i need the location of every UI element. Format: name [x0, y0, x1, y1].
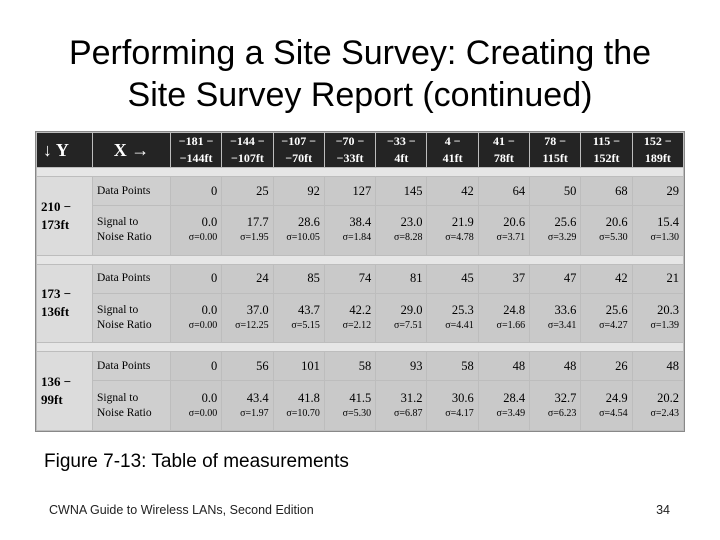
snr-label — [93, 293, 171, 343]
y-range-from: 173 − — [41, 286, 72, 302]
data-points-value: 47 — [530, 264, 581, 293]
snr-cell — [222, 206, 273, 256]
sigma-value: σ=0.00 — [188, 320, 218, 332]
data-points-value: 0 — [171, 264, 222, 293]
snr-value: 21.9 — [451, 215, 474, 230]
data-points-label: Data Points — [93, 176, 171, 205]
snr-cell — [427, 206, 478, 256]
sigma-value: σ=1.66 — [496, 320, 526, 332]
snr-value: 33.6 — [554, 303, 577, 318]
snr-value: 38.4 — [349, 215, 372, 230]
snr-value: 28.6 — [298, 215, 320, 230]
snr-value: 25.3 — [451, 303, 474, 318]
column-range-to: 152ft — [593, 151, 620, 165]
data-points-value: 58 — [324, 352, 375, 381]
data-points-value: 48 — [530, 352, 581, 381]
table-header-row — [37, 133, 684, 168]
snr-label-line-1: Signal to — [97, 391, 139, 404]
sigma-value: σ=2.43 — [650, 407, 679, 419]
snr-value: 20.3 — [657, 303, 679, 318]
snr-cell — [376, 381, 427, 431]
y-range-from: 210 − — [41, 198, 72, 214]
snr-cell — [530, 293, 581, 343]
data-points-row — [37, 176, 684, 205]
sigma-value: σ=1.84 — [342, 232, 372, 244]
sigma-value: σ=0.00 — [188, 232, 218, 244]
snr-value: 32.7 — [554, 390, 577, 405]
snr-cell — [376, 206, 427, 256]
column-range-to: 78ft — [493, 151, 514, 165]
sigma-value: σ=2.12 — [342, 320, 372, 332]
data-points-value: 145 — [376, 176, 427, 205]
snr-cell — [171, 293, 222, 343]
snr-value: 24.8 — [503, 303, 526, 318]
snr-value: 24.9 — [605, 390, 628, 405]
column-range-from: 78 − — [544, 134, 567, 148]
sigma-value: σ=4.41 — [445, 320, 474, 332]
sigma-value: σ=5.30 — [342, 407, 372, 419]
snr-value: 28.4 — [503, 390, 526, 405]
data-points-value: 127 — [324, 176, 375, 205]
column-range-from: −144 − — [230, 134, 265, 148]
y-range-label — [37, 176, 93, 255]
sigma-value: σ=10.70 — [286, 407, 320, 419]
footer-book-title: CWNA Guide to Wireless LANs, Second Edition — [49, 503, 314, 517]
snr-value: 30.6 — [451, 390, 474, 405]
snr-cell — [478, 381, 529, 431]
column-header — [376, 133, 427, 168]
column-header — [427, 133, 478, 168]
separator-cell — [37, 255, 684, 264]
data-points-label: Data Points — [93, 264, 171, 293]
snr-label-line-2: Noise Ratio — [97, 406, 152, 419]
slide-title — [20, 32, 700, 116]
group-separator — [37, 168, 684, 177]
snr-cell — [324, 381, 375, 431]
data-points-value: 24 — [222, 264, 273, 293]
sigma-value: σ=1.30 — [650, 232, 679, 244]
sigma-value: σ=7.51 — [393, 320, 423, 332]
column-header — [632, 133, 683, 168]
snr-value: 29.0 — [400, 303, 423, 318]
snr-value: 20.2 — [657, 390, 679, 405]
data-points-value: 42 — [427, 176, 478, 205]
sigma-value: σ=3.49 — [496, 407, 526, 419]
sigma-value: σ=4.78 — [445, 232, 474, 244]
snr-value: 31.2 — [400, 390, 423, 405]
data-points-value: 56 — [222, 352, 273, 381]
snr-value: 25.6 — [605, 303, 628, 318]
sigma-value: σ=10.05 — [286, 232, 320, 244]
measurements-table — [36, 132, 684, 431]
sigma-value: σ=3.41 — [547, 320, 577, 332]
y-range-to: 136ft — [41, 304, 70, 320]
column-header — [530, 133, 581, 168]
column-range-from: 41 − — [493, 134, 515, 148]
snr-cell — [530, 381, 581, 431]
y-range-label — [37, 352, 93, 431]
data-points-value: 29 — [632, 176, 683, 205]
snr-value: 25.6 — [554, 215, 577, 230]
data-points-value: 85 — [273, 264, 324, 293]
column-range-to: 189ft — [644, 151, 671, 165]
snr-cell — [222, 293, 273, 343]
data-points-value: 58 — [427, 352, 478, 381]
group-separator — [37, 255, 684, 264]
y-range-to: 99ft — [41, 392, 63, 408]
data-points-value: 21 — [632, 264, 683, 293]
sigma-value: σ=12.25 — [235, 320, 269, 332]
column-range-to: −33ft — [336, 151, 364, 165]
snr-cell — [581, 206, 632, 256]
snr-label — [93, 381, 171, 431]
column-header — [581, 133, 632, 168]
snr-cell — [222, 381, 273, 431]
snr-cell — [478, 293, 529, 343]
snr-label — [93, 206, 171, 256]
data-points-value: 101 — [273, 352, 324, 381]
sigma-value: σ=8.28 — [393, 232, 423, 244]
column-range-from: −181 − — [178, 134, 214, 148]
column-range-from: −70 − — [335, 134, 365, 148]
snr-cell — [273, 381, 324, 431]
sigma-value: σ=5.30 — [599, 232, 628, 244]
group-separator — [37, 343, 684, 352]
data-points-value: 48 — [478, 352, 529, 381]
snr-cell — [581, 293, 632, 343]
data-points-value: 37 — [478, 264, 529, 293]
sigma-value: σ=6.87 — [393, 407, 423, 419]
data-points-row — [37, 264, 684, 293]
sigma-value: σ=4.17 — [445, 407, 474, 419]
data-points-value: 92 — [273, 176, 324, 205]
data-points-value: 25 — [222, 176, 273, 205]
snr-cell — [581, 381, 632, 431]
x-axis-header: X → — [93, 133, 171, 168]
column-range-to: −70ft — [285, 151, 313, 165]
footer-page-number: 34 — [656, 503, 670, 517]
column-range-to: 4ft — [394, 151, 409, 165]
sigma-value: σ=3.71 — [496, 232, 526, 244]
column-header — [478, 133, 529, 168]
snr-value: 20.6 — [503, 215, 526, 230]
sigma-value: σ=4.27 — [599, 320, 628, 332]
snr-cell — [324, 293, 375, 343]
column-header — [171, 133, 222, 168]
separator-cell — [37, 343, 684, 352]
snr-label-line-1: Signal to — [97, 216, 139, 229]
slide-title-line-1: Performing a Site Survey: Creating the — [68, 34, 652, 72]
snr-label-line-1: Signal to — [97, 304, 139, 317]
snr-value: 0.0 — [201, 215, 218, 230]
sigma-value: σ=0.00 — [188, 407, 218, 419]
sigma-value: σ=6.23 — [547, 407, 577, 419]
column-header — [273, 133, 324, 168]
data-points-value: 0 — [171, 352, 222, 381]
snr-cell — [632, 293, 683, 343]
sigma-value: σ=4.54 — [599, 407, 628, 419]
y-range-to: 173ft — [41, 216, 70, 232]
separator-cell — [37, 168, 684, 177]
snr-value: 41.8 — [298, 390, 320, 405]
snr-value: 41.5 — [349, 390, 372, 405]
slide-title-line-2: Site Survey Report (continued) — [127, 76, 593, 114]
sigma-value: σ=1.39 — [650, 320, 679, 332]
snr-value: 43.4 — [246, 390, 269, 405]
column-range-from: 4 − — [444, 134, 461, 148]
data-points-value: 45 — [427, 264, 478, 293]
snr-value: 42.2 — [349, 303, 372, 318]
column-range-from: 152 − — [643, 134, 672, 148]
y-range-label — [37, 264, 93, 343]
snr-value: 0.0 — [201, 303, 218, 318]
snr-cell — [324, 206, 375, 256]
snr-cell — [427, 381, 478, 431]
sigma-value: σ=3.29 — [547, 232, 577, 244]
data-points-value: 0 — [171, 176, 222, 205]
snr-cell — [632, 206, 683, 256]
snr-row — [37, 206, 684, 256]
column-range-from: −107 − — [281, 134, 317, 148]
data-points-row — [37, 352, 684, 381]
data-points-value: 48 — [632, 352, 683, 381]
snr-value: 23.0 — [400, 215, 423, 230]
y-axis-header: ↓ Y — [37, 133, 93, 168]
snr-row — [37, 381, 684, 431]
figure-caption: Figure 7-13: Table of measurements — [44, 451, 349, 472]
data-points-value: 42 — [581, 264, 632, 293]
measurements-table-figure — [35, 131, 685, 432]
sigma-value: σ=1.97 — [240, 407, 269, 419]
snr-row — [37, 293, 684, 343]
data-points-value: 50 — [530, 176, 581, 205]
snr-cell — [632, 381, 683, 431]
column-range-to: −107ft — [231, 151, 264, 165]
column-range-from: 115 − — [592, 134, 621, 148]
sigma-value: σ=1.95 — [240, 232, 269, 244]
table-body — [37, 168, 684, 431]
column-header — [324, 133, 375, 168]
snr-label-line-2: Noise Ratio — [97, 231, 152, 244]
data-points-value: 68 — [581, 176, 632, 205]
sigma-value: σ=5.15 — [291, 320, 320, 332]
snr-value: 0.0 — [201, 390, 218, 405]
data-points-label: Data Points — [93, 352, 171, 381]
snr-cell — [171, 206, 222, 256]
column-range-from: −33 − — [386, 134, 416, 148]
data-points-value: 81 — [376, 264, 427, 293]
snr-label-line-2: Noise Ratio — [97, 319, 152, 332]
data-points-value: 26 — [581, 352, 632, 381]
data-points-value: 93 — [376, 352, 427, 381]
snr-cell — [376, 293, 427, 343]
data-points-value: 64 — [478, 176, 529, 205]
snr-value: 17.7 — [246, 215, 269, 230]
snr-value: 20.6 — [605, 215, 628, 230]
y-range-from: 136 − — [41, 374, 72, 390]
snr-cell — [427, 293, 478, 343]
column-range-to: 41ft — [442, 151, 463, 165]
snr-cell — [273, 206, 324, 256]
column-range-to: 115ft — [542, 151, 568, 165]
data-points-value: 74 — [324, 264, 375, 293]
snr-value: 43.7 — [298, 303, 320, 318]
snr-cell — [273, 293, 324, 343]
snr-value: 37.0 — [246, 303, 269, 318]
snr-value: 15.4 — [657, 215, 679, 230]
column-range-to: −144ft — [179, 151, 213, 165]
snr-cell — [530, 206, 581, 256]
snr-cell — [171, 381, 222, 431]
snr-cell — [478, 206, 529, 256]
column-header — [222, 133, 273, 168]
